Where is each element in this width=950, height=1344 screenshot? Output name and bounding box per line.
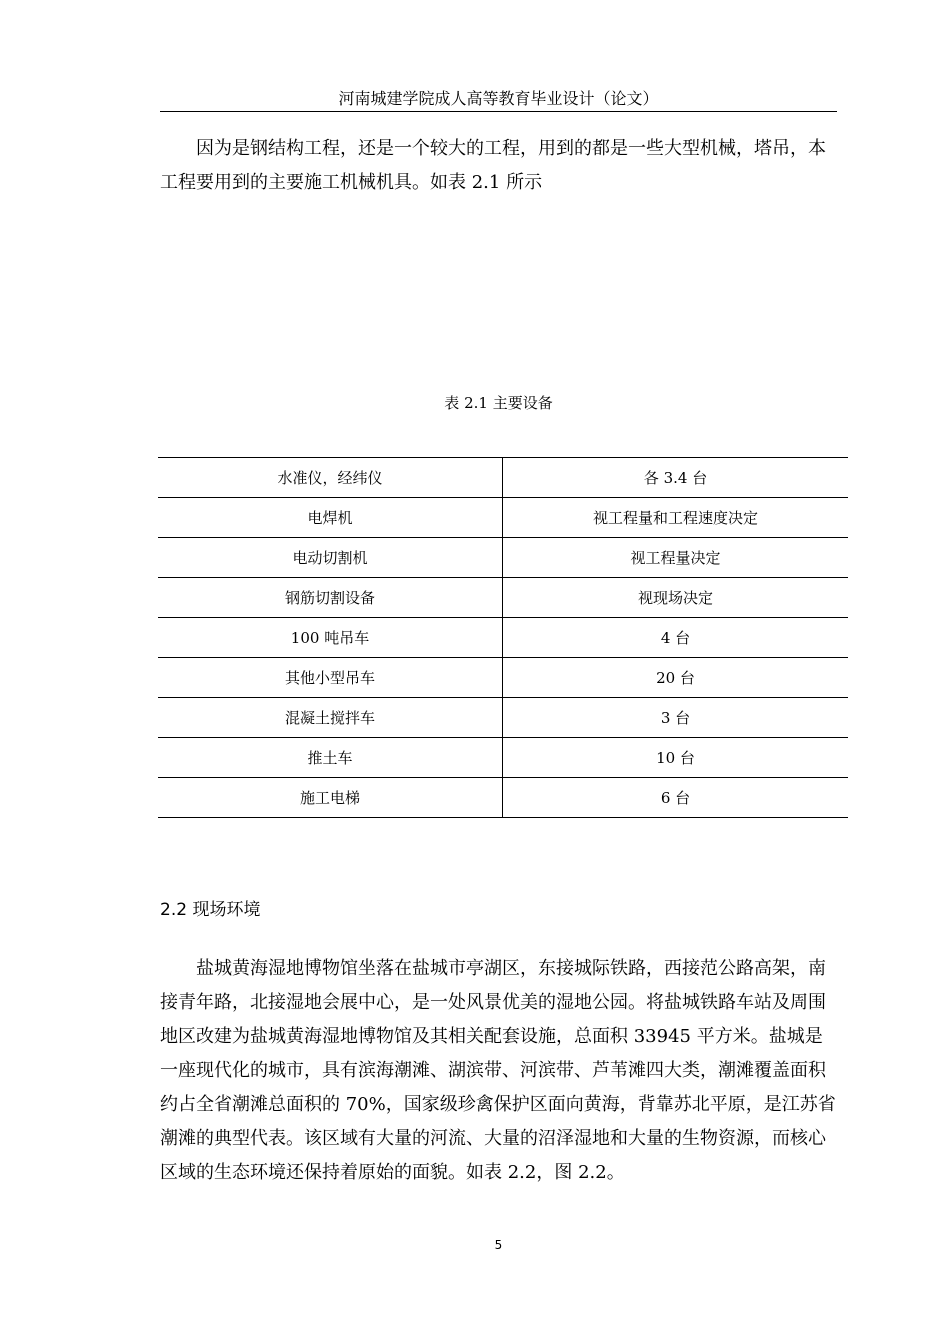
table-row (158, 618, 848, 658)
equipment-quantity: 3 台 (503, 698, 849, 738)
table-row (158, 538, 848, 578)
table-row (158, 578, 848, 618)
equipment-name: 混凝土搅拌车 (158, 698, 503, 738)
table-row (158, 698, 848, 738)
section-heading: 2.2 现场环境 (160, 900, 261, 920)
equipment-quantity: 4 台 (503, 618, 849, 658)
equipment-name: 推土车 (158, 738, 503, 778)
table-row (158, 738, 848, 778)
equipment-name: 其他小型吊车 (158, 658, 503, 698)
intro-paragraph: 因为是钢结构工程，还是一个较大的工程，用到的都是一些大型机械，塔吊，本工程要用到的主要施工机械机具。如表 2.1 所示 (160, 138, 826, 193)
table-caption: 表 2.1 主要设备 (444, 394, 553, 412)
page-number: 5 (494, 1238, 503, 1252)
equipment-name: 电动切割机 (158, 538, 503, 578)
equipment-table (158, 457, 848, 818)
table-row (158, 778, 848, 818)
equipment-quantity: 各 3.4 台 (503, 458, 849, 498)
table-row (158, 498, 848, 538)
body-paragraph: 盐城黄海湿地博物馆坐落在盐城市亭湖区，东接城际铁路，西接范公路高架，南接青年路，北接湿地会展中心，是一处风景优美的湿地公园。将盐城铁路车站及周围地区改建为盐城黄海湿地博物馆及其相关配套设施，总面积 33945 平方米。盐城是一座现代化的城市，具有滨海潮滩、湖滨带、河滨带、芦苇滩四大类，潮滩覆盖面积约占全省潮滩总面积的 70%，国家级珍禽保护区面向黄海，背靠苏北平原，是江苏省潮滩的典型代表。该区域有大量的河流、大量的沼泽湿地和大量的生物资源，而核心区域的生态环境还保持着原始的面貌。如表 2.2，图 2.2。 (160, 958, 836, 1183)
equipment-quantity: 20 台 (503, 658, 849, 698)
equipment-quantity: 10 台 (503, 738, 849, 778)
equipment-name: 电焊机 (158, 498, 503, 538)
equipment-quantity: 视工程量和工程速度决定 (503, 498, 849, 538)
equipment-quantity: 视工程量决定 (503, 538, 849, 578)
equipment-name: 施工电梯 (158, 778, 503, 818)
equipment-quantity: 视现场决定 (503, 578, 849, 618)
equipment-name: 水准仪，经纬仪 (158, 458, 503, 498)
page-header: 河南城建学院成人高等教育毕业设计（论文） (338, 89, 659, 108)
table-row (158, 458, 848, 498)
equipment-quantity: 6 台 (503, 778, 849, 818)
table-row (158, 658, 848, 698)
equipment-name: 100 吨吊车 (158, 618, 503, 658)
header-rule (160, 111, 837, 112)
equipment-name: 钢筋切割设备 (158, 578, 503, 618)
